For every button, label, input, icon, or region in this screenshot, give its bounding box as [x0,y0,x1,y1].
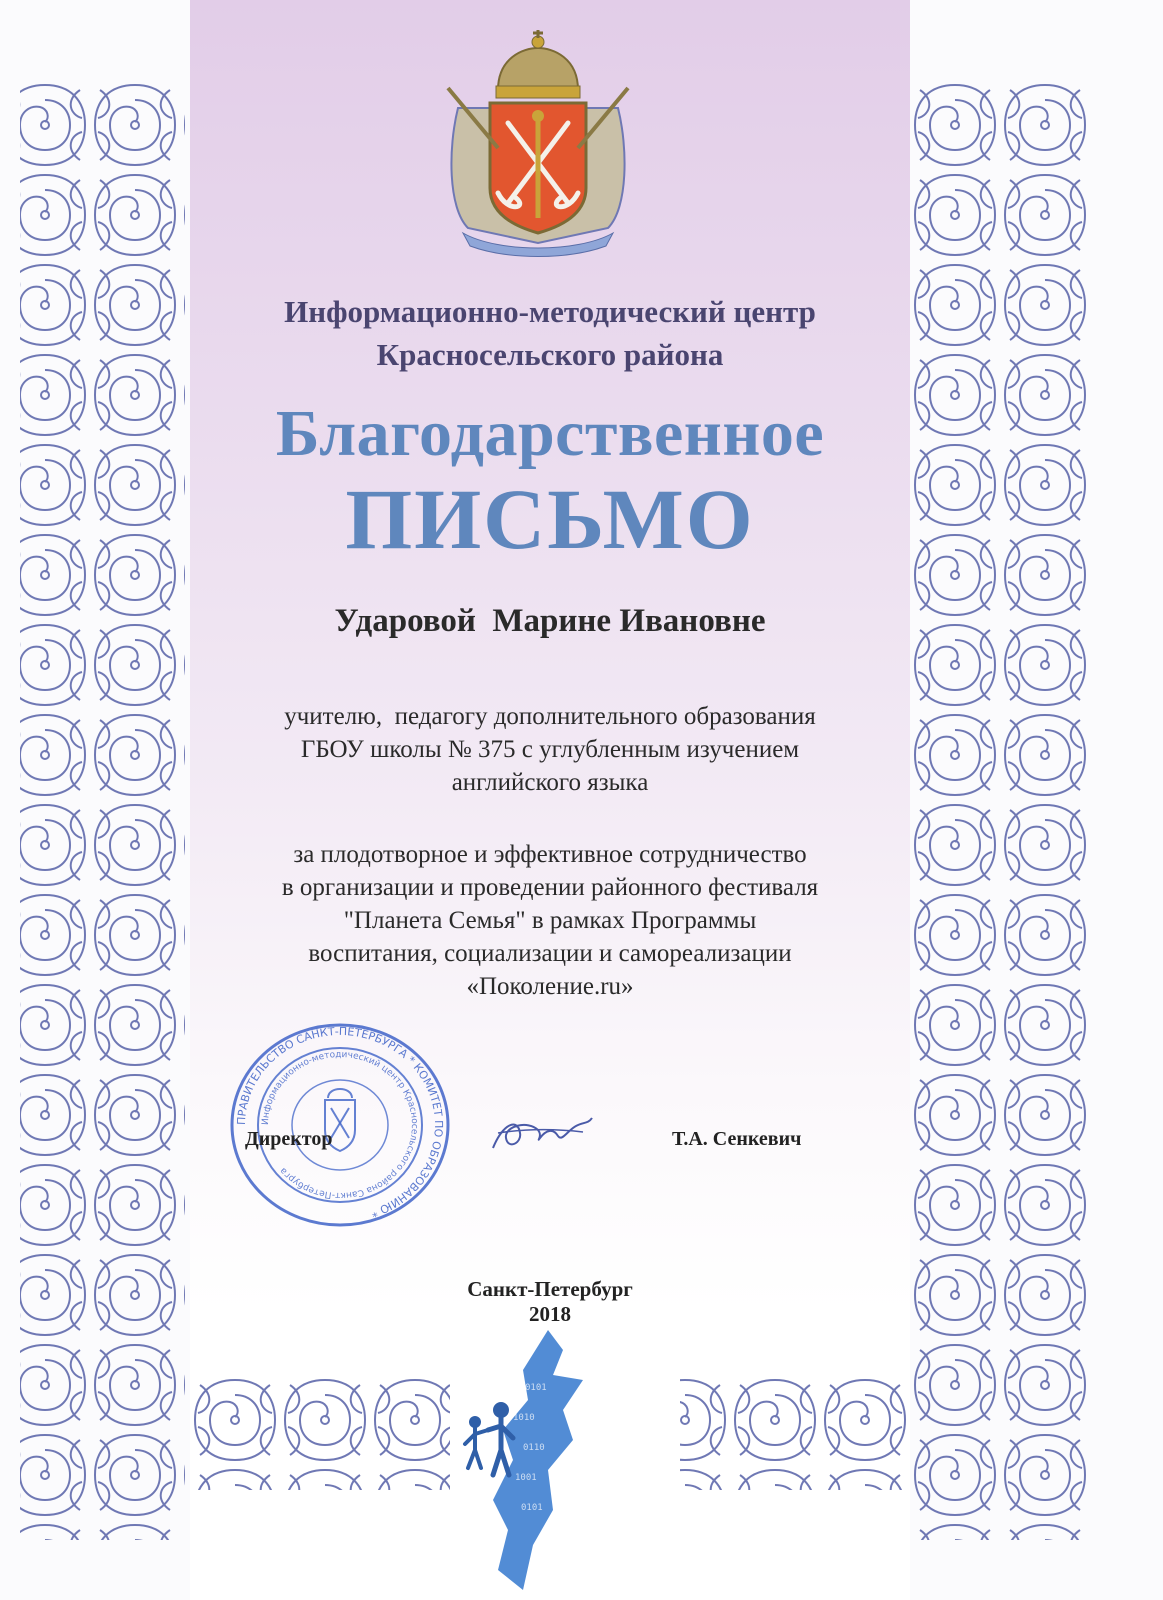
svg-text:0101: 0101 [525,1383,547,1393]
signatory-title: Директор [245,1128,333,1150]
reason-line: «Поколение.ru» [466,973,634,1000]
reason-line: воспитания, социализации и самореализации [308,940,792,967]
city: Санкт-Петербург [467,1277,633,1301]
signatory-name: Т.А. Сенкевич [672,1128,802,1150]
top-border-ornament [190,80,430,240]
role-line: ГБОУ школы № 375 с углубленным изучением [300,736,800,763]
reason-line: "Планета Семья" в рамках Программы [343,907,757,934]
org-line-2: Красносельского района [376,337,724,372]
right-border-ornament [910,80,1163,1540]
svg-text:1001: 1001 [515,1473,537,1483]
document-title-line-1: Благодарственное [275,397,825,470]
reason-line: в организации и проведении районного фестиваля [281,874,819,901]
gratitude-reason [190,838,910,1003]
svg-text:Информационно-методический цен [261,1050,419,1200]
pokolenie-logo-icon [453,1330,603,1600]
recipient-role [190,700,910,799]
role-line: английского языка [451,769,649,796]
seal-outer-text: ПРАВИТЕЛЬСТВО САНКТ-ПЕТЕРБУРГА * КОМИТЕТ ПО ОБРАЗОВАНИЮ * [234,1024,446,1220]
svg-text:1010: 1010 [513,1413,535,1423]
reason-line: за плодотворное и эффективное сотрудничество [293,841,807,868]
coat-of-arms-icon [428,28,648,258]
issuing-organization [190,290,910,376]
document-title-line-2: ПИСЬМО [345,471,755,567]
signature-icon [488,1108,598,1158]
year: 2018 [529,1302,571,1326]
seal-inner-text: Информационно-методический центр Красносельского района Санкт-Петербурга [260,1049,420,1201]
recipient-name: Ударовой Марине Ивановне [334,603,766,639]
svg-text:0101: 0101 [521,1503,543,1513]
official-seal-icon [225,1020,455,1230]
svg-text:0110: 0110 [523,1443,545,1453]
org-line-1: Информационно-методический центр [284,294,816,329]
left-border-ornament [0,80,190,1540]
role-line: учителю, педагогу дополнительного образования [284,703,816,730]
